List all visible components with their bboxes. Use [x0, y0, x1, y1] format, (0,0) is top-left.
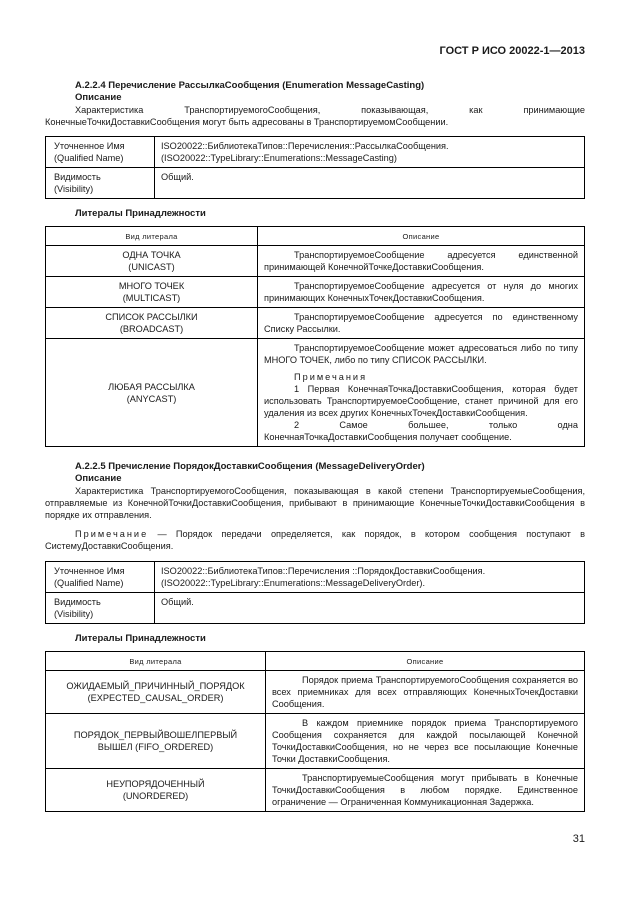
table-row: [46, 308, 585, 339]
note-item: 2 Самое большее, только одна КонечнаяТочкаДоставкиСообщения получает сообщение.: [264, 420, 578, 442]
qualified-name-value: ISO20022::БиблиотекаТипов::Перечисления::РассылкаСообщения. (ISO20022::TypeLibrary::Enumerations::MessageCasting): [155, 137, 585, 168]
section-message-delivery-order: [45, 461, 585, 812]
literal-description: В каждом приемнике порядок приема Транспортируемого Сообщения сохраняется для каждой посылающей Конечной ТочкиДоставкиСообщения, но не через все посылающие Конечные Точки ДоставкиСообщения.: [266, 714, 585, 769]
note-text: — Порядок передачи определяется, как порядок, в котором сообщения поступают в СистемуДоставкиСообщения.: [45, 529, 585, 551]
table-row: [46, 168, 585, 199]
literal-description: ТранспортируемоеСообщение адресуется единственной принимающей КонечнойТочкеДоставкиСообщения.: [258, 246, 585, 277]
column-header-kind: Вид литерала: [46, 652, 266, 671]
table-row: [46, 671, 585, 714]
visibility-value: Общий.: [155, 593, 585, 624]
description-label: Описание: [75, 473, 122, 484]
table-row: [46, 339, 585, 447]
literals-heading: Литералы Принадлежности: [75, 208, 206, 219]
table-row: [46, 769, 585, 812]
qualified-name-label: Уточненное Имя (Qualified Name): [46, 562, 155, 593]
literal-description: Порядок приема ТранспортируемогоСообщения сохраняется во всех приемниках для всех отправляющих КонечныхТочекДоставки Сообщения.: [266, 671, 585, 714]
visibility-label: Видимость (Visibility): [46, 593, 155, 624]
qualified-name-table: [45, 561, 585, 624]
literal-name: МНОГО ТОЧЕК (MULTICAST): [46, 277, 258, 308]
literal-description: ТранспортируемоеСообщение адресуется по единственному Списку Рассылки.: [258, 308, 585, 339]
visibility-value: Общий.: [155, 168, 585, 199]
column-header-description: Описание: [258, 227, 585, 246]
table-row: [46, 137, 585, 168]
literal-name: ЛЮБАЯ РАССЫЛКА (ANYCAST): [46, 339, 258, 447]
visibility-label: Видимость (Visibility): [46, 168, 155, 199]
section-message-casting: [45, 80, 585, 447]
note-label: Примечание: [75, 529, 149, 539]
literal-description: ТранспортируемыеСообщения могут прибывать в Конечные ТочкиДоставкиСообщения в любом порядке. Единственное ограничение — Ограниченная Коммуникационная Задержка.: [266, 769, 585, 812]
qualified-name-value: ISO20022::БиблиотекаТипов::Перечисления ::ПорядокДоставкиСообщения. (ISO20022::TypeLibrary::Enumerations::MessageDeliveryOrder).: [155, 562, 585, 593]
table-row: [46, 714, 585, 769]
column-header-description: Описание: [266, 652, 585, 671]
note-item: 1 Первая КонечнаяТочкаДоставкиСообщения, которая будет использовать ТранспортируемоеСообщение, станет причиной для его удаления из всех других КонечныхТочекДоставкиСообщения.: [264, 384, 578, 418]
qualified-name-table: [45, 136, 585, 199]
literal-name: ОЖИДАЕМЫЙ_ПРИЧИННЫЙ_ПОРЯДОК (EXPECTED_CAUSAL_ORDER): [46, 671, 266, 714]
literal-name: ОДНА ТОЧКА (UNICAST): [46, 246, 258, 277]
table-header-row: [46, 227, 585, 246]
literals-table: [45, 651, 585, 812]
qualified-name-label: Уточненное Имя (Qualified Name): [46, 137, 155, 168]
table-row: [46, 593, 585, 624]
column-header-kind: Вид литерала: [46, 227, 258, 246]
note-label: Примечания: [294, 372, 368, 382]
table-row: [46, 246, 585, 277]
literal-description: ТранспортируемоеСообщение адресуется от нуля до многих принимающих КонечныхТочекДоставкиСообщения.: [258, 277, 585, 308]
table-header-row: [46, 652, 585, 671]
table-row: [46, 562, 585, 593]
note-paragraph: [45, 528, 585, 552]
description-text: Характеристика ТранспортируемогоСообщения, показывающая, как принимающие КонечныеТочкиДоставкиСообщения могут быть адресованы в ТранспортируемомСообщении.: [45, 105, 585, 127]
literal-name: СПИСОК РАССЫЛКИ (BROADCAST): [46, 308, 258, 339]
literals-heading: Литералы Принадлежности: [75, 633, 206, 644]
section-heading: A.2.2.4 Перечисление РассылкаСообщения (Enumeration MessageCasting): [75, 80, 425, 91]
literals-table: [45, 226, 585, 447]
literal-description: ТранспортируемоеСообщение может адресоваться либо по типу МНОГО ТОЧЕК, либо по типу СПИСОК РАССЫЛКИ. Примечания 1 Первая КонечнаяТочкаДоставкиСообщения, которая будет использовать ТранспортируемоеСообщение, станет причиной для его удаления из всех других КонечныхТочекДоставкиСообщения. 2 Самое большее, только одна КонечнаяТочкаДоставкиСообщения получает сообщение.: [258, 339, 585, 447]
table-row: [46, 277, 585, 308]
literal-name: НЕУПОРЯДОЧЕННЫЙ (UNORDERED): [46, 769, 266, 812]
page-number: 31: [572, 833, 585, 845]
literal-name: ПОРЯДОК_ПЕРВЫЙВОШЕЛПЕРВЫЙ ВЫШЕЛ (FIFO_ORDERED): [46, 714, 266, 769]
description-text: Характеристика ТранспортируемогоСообщения, показывающая в какой степени ТранспортируемыеСообщения, отправляемые из КонечнойТочкиДоставкиСообщения, прибывают в принимающие КонечныеТочкиДоставкиСообщения в порядке их отправления.: [45, 486, 585, 520]
document-header: ГОСТ Р ИСО 20022-1—2013: [439, 45, 585, 57]
section-heading: A.2.2.5 Пречисление ПорядокДоставкиСообщения (MessageDeliveryOrder): [75, 461, 425, 472]
description-label: Описание: [75, 92, 122, 103]
